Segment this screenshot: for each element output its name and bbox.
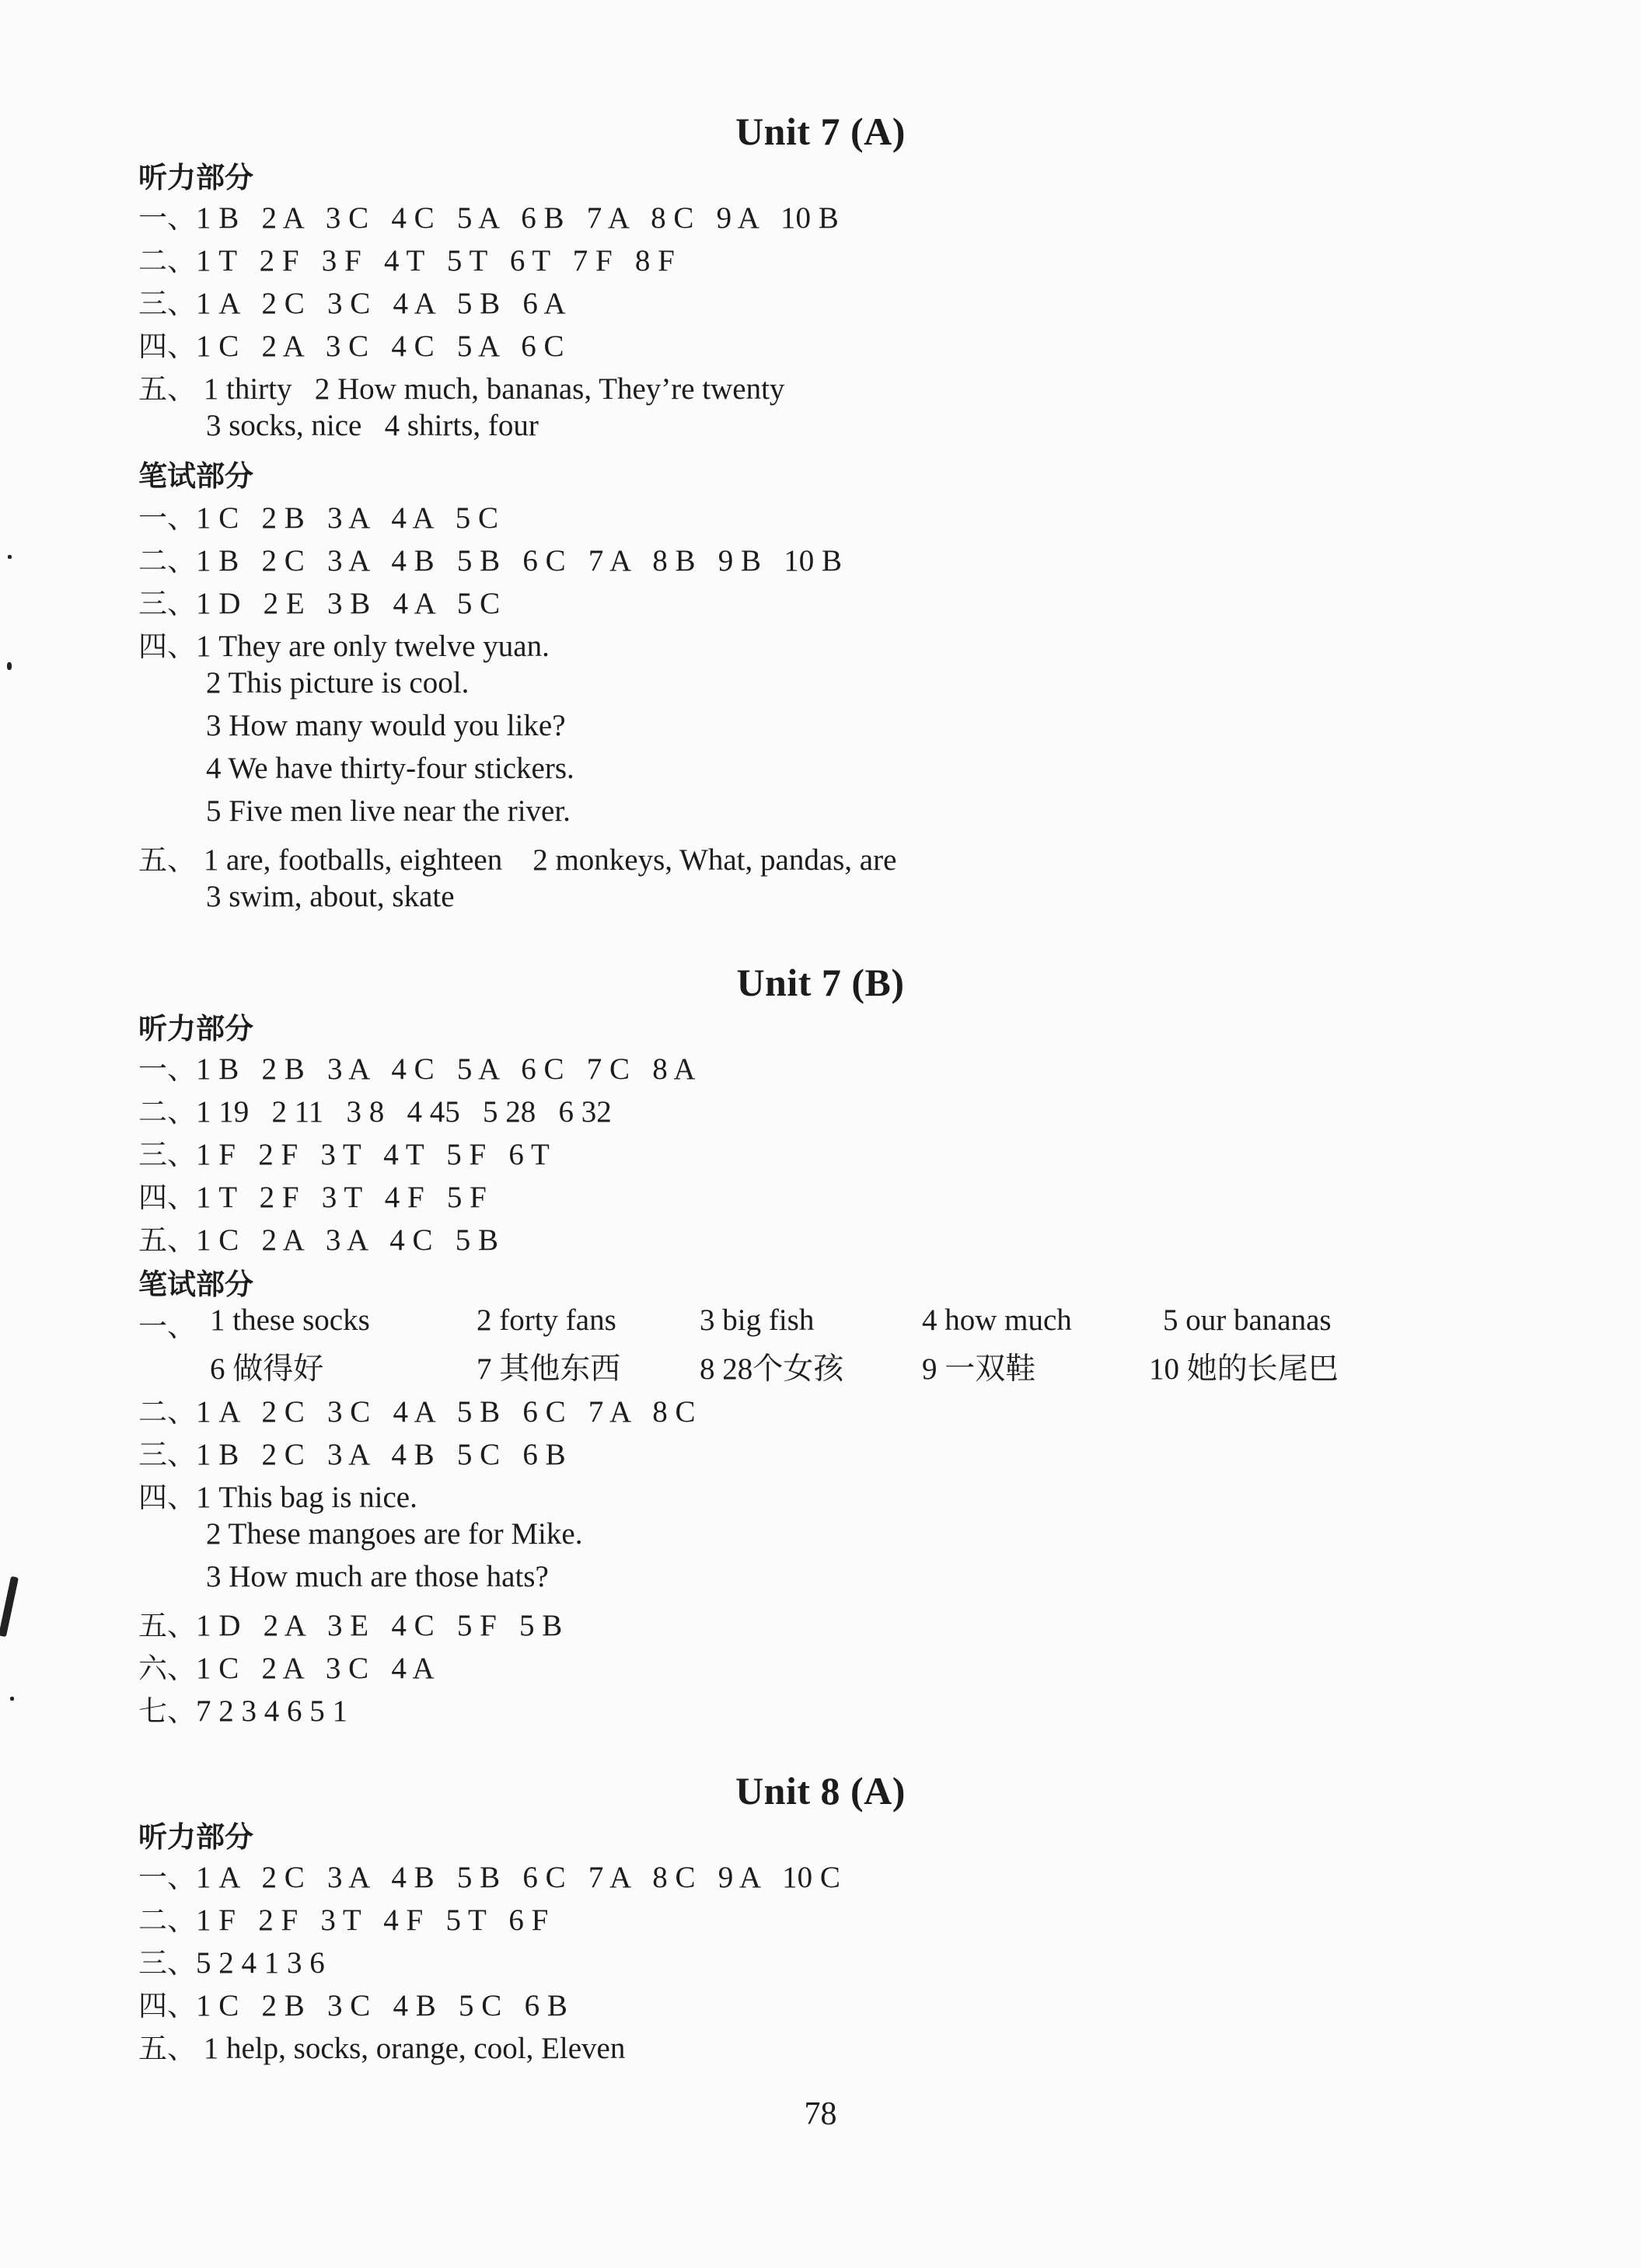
answer-row [138,537,842,579]
listening-section-header: 听力部分 [138,1012,253,1045]
phrase-cell: 6 做得好 [210,1352,324,1386]
answer-text: 2 This picture is cool. [206,666,470,700]
answer-row [138,836,896,878]
question-number: 一、 [138,1861,196,1894]
answer-text: 1 19 2 11 3 8 4 45 5 28 6 32 [196,1095,612,1129]
answer-row [206,751,574,786]
answer-text: 7 2 3 4 6 5 1 [196,1694,347,1728]
question-number: 一、 [138,201,196,235]
answer-text: 1 B 2 C 3 A 4 B 5 C 6 B [196,1438,566,1471]
answer-text: 1 D 2 E 3 B 4 A 5 C [196,587,501,620]
answer-text: 2 These mangoes are for Mike. [206,1517,583,1551]
answer-row [206,408,539,443]
question-number: 一、 [138,501,196,535]
page-number: 78 [804,2096,837,2132]
answer-row [138,1854,840,1896]
answer-row [138,1687,347,1729]
question-number: 七、 [138,1694,196,1728]
question-number: 四、 [138,330,196,363]
answer-row [138,2025,625,2067]
answer-row [138,1431,566,1473]
question-number: 五、 [138,2032,196,2065]
answer-row [206,708,566,743]
answer-row [138,1645,435,1687]
answer-text: 1 This bag is nice. [196,1481,417,1514]
question-number: 二、 [138,1095,196,1129]
question-number: 二、 [138,544,196,577]
question-number: 四、 [138,1181,196,1214]
answer-text: 3 How much are those hats? [206,1560,549,1593]
phrase-cell: 9 一双鞋 [922,1352,1036,1386]
question-number: 三、 [138,1138,196,1171]
question-number: 五、 [138,843,196,877]
unit-title: Unit 7 (A) [735,110,906,153]
answer-text: 1 thirty 2 How much, bananas, They’re twenty [196,372,785,406]
scan-mark [0,1576,19,1637]
answer-text: 1 help, socks, orange, cool, Eleven [196,2032,626,2065]
answer-row [206,665,469,700]
answer-row [138,1045,696,1087]
answer-row [138,1939,325,1981]
answer-text: 1 D 2 A 3 E 4 C 5 F 5 B [196,1609,563,1642]
answer-text: 1 B 2 A 3 C 4 C 5 A 6 B 7 A 8 C 9 A 10 B [196,201,839,235]
answer-row [138,1602,562,1644]
question-number: 二、 [138,1903,196,1937]
answer-row [138,1388,696,1430]
question-number: 一、 [138,1052,196,1086]
answer-row [138,494,498,536]
answer-row [206,1559,549,1594]
answer-text: 1 C 2 B 3 A 4 A 5 C [196,501,499,535]
phrase-cell: 7 其他东西 [477,1352,621,1386]
unit-title: Unit 7 (B) [736,961,905,1004]
answer-text: 1 A 2 C 3 C 4 A 5 B 6 A [196,287,566,320]
answer-text: 1 C 2 A 3 A 4 C 5 B [196,1223,499,1257]
answer-text: 3 swim, about, skate [206,880,455,913]
answer-text: 4 We have thirty-four stickers. [206,752,574,785]
answer-row [138,280,566,322]
answer-row [138,1474,417,1516]
answer-text: 1 T 2 F 3 F 4 T 5 T 6 T 7 F 8 F [196,244,675,277]
written-section-header: 笔试部分 [138,1268,253,1301]
question-number: 五、 [138,372,196,406]
answer-text: 1 C 2 A 3 C 4 A [196,1652,435,1685]
scan-speck [7,662,12,670]
listening-section-header: 听力部分 [138,1820,253,1854]
answer-text: 3 How many would you like? [206,709,566,742]
answer-row [138,365,784,407]
answer-text: 1 F 2 F 3 T 4 T 5 F 6 T [196,1138,550,1171]
answer-text: 1 C 2 B 3 C 4 B 5 C 6 B [196,1989,567,2022]
answer-text: 1 B 2 C 3 A 4 B 5 B 6 C 7 A 8 B 9 B 10 B [196,544,843,577]
question-number: 四、 [138,630,196,663]
question-number: 六、 [138,1652,196,1685]
phrase-cell: 8 28个女孩 [700,1352,844,1386]
answer-row [206,1516,582,1551]
answer-row [138,1088,612,1130]
answer-row [138,1216,498,1258]
answer-row [206,879,455,914]
scan-speck [8,555,12,559]
answer-text: 5 2 4 1 3 6 [196,1946,325,1980]
listening-section-header: 听力部分 [138,161,253,194]
phrase-cell: 10 她的长尾巴 [1149,1352,1339,1386]
answer-text: 1 They are only twelve yuan. [196,630,550,663]
answer-row [138,623,550,665]
question-number: 二、 [138,1395,196,1429]
answer-text: 1 T 2 F 3 T 4 F 5 F [196,1181,487,1214]
answer-row [138,1131,550,1173]
answer-row [138,1174,487,1216]
question-number: 三、 [138,1438,196,1471]
question-number: 五、 [138,1609,196,1642]
answer-row [138,1303,196,1345]
answer-text: 1 B 2 B 3 A 4 C 5 A 6 C 7 C 8 A [196,1052,696,1086]
question-number: 一、 [138,1310,196,1343]
answer-text: 3 socks, nice 4 shirts, four [206,409,539,442]
phrase-cell: 4 how much [922,1303,1072,1337]
answer-row [138,237,675,279]
phrase-cell: 2 forty fans [477,1303,616,1337]
answer-row [206,794,571,829]
answer-text: 1 are, footballs, eighteen 2 monkeys, What, pandas, are [196,843,897,877]
question-number: 四、 [138,1989,196,2022]
written-section-header: 笔试部分 [138,459,253,493]
question-number: 五、 [138,1223,196,1257]
scan-speck [10,1697,14,1701]
answer-row [138,1982,567,2024]
answer-text: 1 A 2 C 3 A 4 B 5 B 6 C 7 A 8 C 9 A 10 C [196,1861,840,1894]
question-number: 三、 [138,1946,196,1980]
answer-row [138,323,564,365]
answer-row [138,580,500,622]
answer-text: 5 Five men live near the river. [206,794,571,828]
question-number: 三、 [138,287,196,320]
phrase-cell: 5 our bananas [1163,1303,1332,1337]
answer-text: 1 C 2 A 3 C 4 C 5 A 6 C [196,330,564,363]
question-number: 二、 [138,244,196,277]
phrase-cell: 3 big fish [700,1303,815,1337]
unit-title: Unit 8 (A) [735,1769,906,1813]
answer-text: 1 A 2 C 3 C 4 A 5 B 6 C 7 A 8 C [196,1395,696,1429]
answer-row [138,1896,548,1938]
phrase-cell: 1 these socks [210,1303,370,1337]
question-number: 四、 [138,1481,196,1514]
answer-row [138,194,839,236]
question-number: 三、 [138,587,196,620]
answer-text: 1 F 2 F 3 T 4 F 5 T 6 F [196,1903,549,1937]
